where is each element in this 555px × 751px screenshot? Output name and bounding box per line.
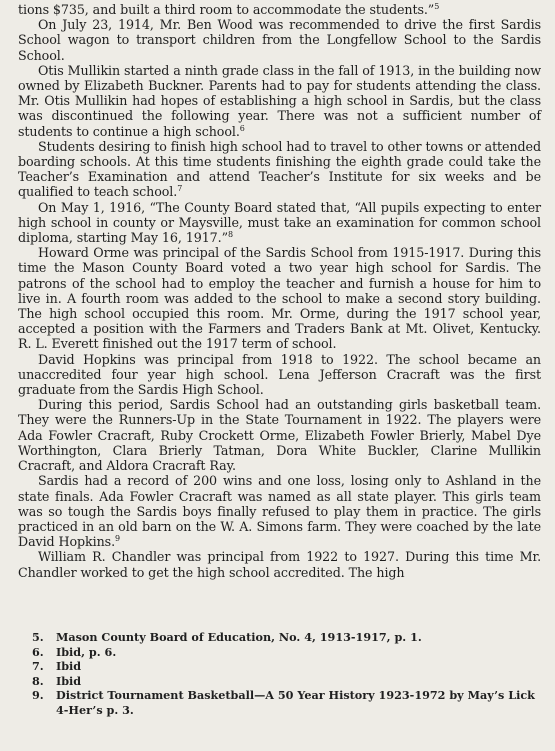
paragraph-2: On July 23, 1914, Mr. Ben Wood was recommended to drive the first Sardis School wagon to transport children from the Longfellow School to the Sardis School.	[18, 17, 541, 63]
paragraph-6: Howard Orme was principal of the Sardis School from 1915-1917. During this time the Mason County Board voted a two year high school for Sardis. The patrons of the school had to employ the teacher and furnish a house for him to live in. A fourth room was added to the school to make a second story building. The high school occupied this room. Mr. Orme, during the 1917 school year, accepted a position with the Farmers and Traders Bank at Mt. Olivet, Kentucky. R. L. Everett finished out the 1917 term of school.	[18, 245, 541, 352]
footnote-8: 8. Ibid	[32, 673, 82, 688]
footnote-ref-5: 5	[434, 1, 440, 11]
footnote-9: 9. District Tournament Basketball—A 50 Year History 1923-1972 by May’s Lick 4-Her’s p. 3.	[32, 688, 535, 717]
footnotes	[32, 630, 541, 718]
footnote-ref-6: 6	[239, 123, 245, 133]
paragraph-10: William R. Chandler was principal from 1922 to 1927. During this time Mr. Chandler worked to get the high school accredited. The high	[18, 549, 541, 580]
footnote-7: 7. Ibid	[32, 659, 82, 674]
footnote-5: 5. Mason County Board of Education, No. 4, 1913-1917, p. 1.	[32, 630, 422, 644]
paragraph-8: During this period, Sardis School had an outstanding girls basketball team. They were the Runners-Up in the State Tournament in 1922. The players were Ada Fowler Cracraft, Ruby Crockett Orme, Elizabeth Fowler Brierly, Mabel Dye Worthington, Clara Brierly Tatman, Dora White Buckler, Clarine Mullikin Cracraft, and Aldora Cracraft Ray.	[18, 397, 541, 474]
paragraph-3: Otis Mullikin started a ninth grade class in the fall of 1913, in the building now owned by Elizabeth Buckner. Parents had to pay for students attending the class. Mr. Otis Mullikin had hopes of establishing a high school in Sardis, but the class was discontinued the following year. There was not a sufficient number of students to continue a high school.$^6$	[18, 62, 541, 139]
paragraph-1: tions $735, and built a third room to accommodate the students.”$^5$	[18, 1, 440, 17]
footnote-ref-7: 7	[177, 184, 183, 194]
body-text	[18, 2, 541, 580]
paragraph-4: Students desiring to finish high school had to travel to other towns or attended boarding schools. At this time students finishing the eighth grade could take the Teacher’s Examination and attend Teacher’s Institute for six weeks and be qualified to teach school.$^7$	[18, 138, 541, 200]
footnote-6: 6. Ibid, p. 6.	[32, 644, 117, 659]
paragraph-7: David Hopkins was principal from 1918 to 1922. The school became an unaccredited four year high school. Lena Jefferson Cracraft was the first graduate from the Sardis High School.	[18, 351, 541, 398]
footnote-ref-9: 9	[115, 533, 121, 543]
footnote-ref-8: 8	[227, 229, 233, 239]
paragraph-5: On May 1, 1916, “The County Board stated that, “All pupils expecting to enter high school in county or Maysville, must take an examination for common school diploma, starting May 16, 1917.”$^8$	[18, 199, 541, 246]
paragraph-9: Sardis had a record of 200 wins and one loss, losing only to Ashland in the state finals. Ada Fowler Cracraft was named as all state player. This girls team was so tough the Sardis boys finally refused to play them in practice. The girls practiced in an old barn on the W. A. Simons farm. They were coached by the late David Hopkins.$^9$	[18, 473, 541, 550]
